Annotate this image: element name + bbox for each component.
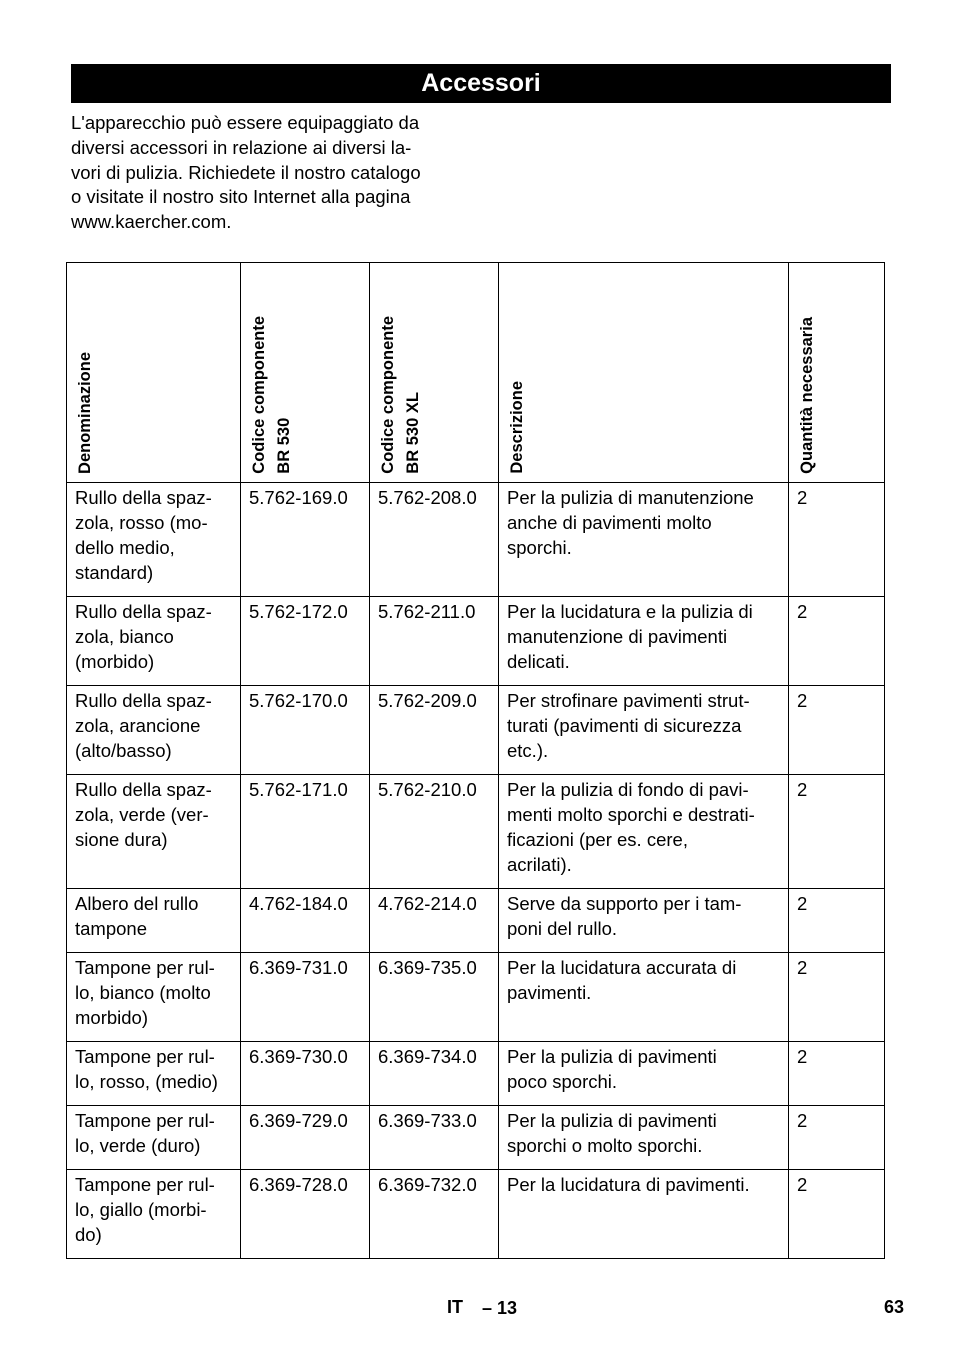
table-row (67, 686, 885, 775)
cell-line: turati (pavimenti di sicurezza (507, 715, 742, 736)
cell-value: 6.369-732.0 (378, 1174, 477, 1195)
cell-value: 5.762-170.0 (249, 690, 348, 711)
cell-line: Rullo della spaz- (75, 690, 212, 711)
cell-line: Per la lucidatura di pavimenti. (507, 1174, 750, 1195)
intro-line: vori di pulizia. Richiedete il nostro catalogo (71, 161, 421, 183)
cell-code-br530xl (370, 686, 499, 775)
cell-line: Rullo della spaz- (75, 601, 212, 622)
cell-line: Per la lucidatura accurata di (507, 957, 737, 978)
cell-line: sporchi o molto sporchi. (507, 1135, 703, 1156)
cell-code-br530xl (370, 953, 499, 1042)
cell-value: 2 (797, 779, 808, 800)
cell-line: Per la pulizia di pavimenti (507, 1110, 717, 1131)
header-line: Quantità necessaria (798, 317, 816, 474)
cell-description (499, 1042, 789, 1106)
cell-name (67, 953, 241, 1042)
cell-line: delicati. (507, 651, 570, 672)
cell-code-br530 (241, 1170, 370, 1259)
cell-line: Tampone per rul- (75, 957, 215, 978)
cell-value: 5.762-209.0 (378, 690, 477, 711)
footer-section-page: – 13 (482, 1298, 518, 1318)
cell-value: 2 (797, 1174, 808, 1195)
cell-value: 2 (797, 1046, 808, 1067)
cell-line: standard) (75, 562, 154, 583)
header-quantita (789, 263, 885, 483)
cell-value: 5.762-211.0 (378, 601, 476, 622)
cell-name (67, 483, 241, 597)
cell-code-br530 (241, 775, 370, 889)
header-label (376, 316, 426, 474)
cell-line: sporchi. (507, 537, 572, 558)
cell-code-br530xl (370, 483, 499, 597)
cell-line: zola, verde (ver- (75, 804, 209, 825)
cell-quantity (789, 1042, 885, 1106)
cell-code-br530 (241, 953, 370, 1042)
cell-value: 2 (797, 601, 808, 622)
header-codice-br530xl (370, 263, 499, 483)
cell-line: zola, rosso (mo- (75, 512, 208, 533)
header-line: Codice componente (379, 316, 397, 474)
cell-line: manutenzione di pavimenti (507, 626, 728, 647)
cell-value: 5.762-210.0 (378, 779, 477, 800)
cell-line: Rullo della spaz- (75, 487, 212, 508)
cell-value: 4.762-184.0 (249, 893, 348, 914)
cell-value: 6.369-730.0 (249, 1046, 348, 1067)
cell-code-br530xl (370, 775, 499, 889)
accessories-table (66, 262, 885, 1259)
header-line: BR 530 (275, 418, 293, 474)
cell-quantity (789, 775, 885, 889)
cell-quantity (789, 483, 885, 597)
cell-line: zola, bianco (75, 626, 174, 647)
cell-quantity (789, 889, 885, 953)
table-row (67, 597, 885, 686)
intro-line: diversi accessori in relazione ai diversi la- (71, 136, 412, 158)
cell-line: lo, verde (duro) (75, 1135, 201, 1156)
cell-value: 6.369-731.0 (249, 957, 348, 978)
cell-value: 5.762-172.0 (249, 601, 348, 622)
table-row (67, 775, 885, 889)
cell-description (499, 775, 789, 889)
cell-code-br530 (241, 483, 370, 597)
cell-code-br530xl (370, 1106, 499, 1170)
cell-line: sione dura) (75, 829, 168, 850)
cell-line: ficazioni (per es. cere, (507, 829, 688, 850)
cell-description (499, 889, 789, 953)
cell-code-br530 (241, 889, 370, 953)
header-label (505, 381, 530, 474)
table-row (67, 953, 885, 1042)
table-row (67, 1042, 885, 1106)
table-body (67, 483, 885, 1259)
table-row (67, 1106, 885, 1170)
intro-line: o visitate il nostro sito Internet alla pagina (71, 186, 411, 208)
cell-description (499, 953, 789, 1042)
cell-name (67, 1170, 241, 1259)
cell-description (499, 1106, 789, 1170)
cell-description (499, 686, 789, 775)
cell-quantity (789, 686, 885, 775)
cell-value: 4.762-214.0 (378, 893, 477, 914)
cell-name (67, 597, 241, 686)
cell-code-br530 (241, 1106, 370, 1170)
cell-value: 6.369-734.0 (378, 1046, 477, 1067)
cell-line: lo, bianco (molto (75, 982, 211, 1003)
cell-code-br530xl (370, 1042, 499, 1106)
cell-code-br530xl (370, 1170, 499, 1259)
header-line: Denominazione (76, 352, 94, 474)
cell-value: 2 (797, 1110, 808, 1131)
cell-code-br530xl (370, 597, 499, 686)
cell-line: menti molto sporchi e destrati- (507, 804, 755, 825)
cell-name (67, 1042, 241, 1106)
header-descrizione (499, 263, 789, 483)
cell-line: tampone (75, 918, 147, 939)
cell-name (67, 775, 241, 889)
cell-line: Tampone per rul- (75, 1046, 215, 1067)
cell-code-br530xl (370, 889, 499, 953)
cell-line: Serve da supporto per i tam- (507, 893, 742, 914)
header-label (247, 316, 297, 474)
cell-value: 6.369-735.0 (378, 957, 477, 978)
cell-line: lo, rosso, (medio) (75, 1071, 218, 1092)
table-row (67, 889, 885, 953)
cell-description (499, 597, 789, 686)
cell-code-br530 (241, 686, 370, 775)
cell-line: dello medio, (75, 537, 175, 558)
cell-value: 6.369-729.0 (249, 1110, 348, 1131)
cell-name (67, 889, 241, 953)
cell-quantity (789, 953, 885, 1042)
cell-quantity (789, 597, 885, 686)
header-line: Codice componente (250, 316, 268, 474)
cell-description (499, 1170, 789, 1259)
cell-line: (alto/basso) (75, 740, 172, 761)
cell-line: pavimenti. (507, 982, 592, 1003)
cell-line: anche di pavimenti molto (507, 512, 712, 533)
cell-value: 6.369-728.0 (249, 1174, 348, 1195)
cell-code-br530 (241, 1042, 370, 1106)
cell-quantity (789, 1170, 885, 1259)
cell-value: 2 (797, 893, 808, 914)
cell-value: 5.762-208.0 (378, 487, 477, 508)
cell-line: Per la lucidatura e la pulizia di (507, 601, 753, 622)
intro-paragraph (71, 111, 471, 235)
cell-value: 2 (797, 690, 808, 711)
footer-language: IT (447, 1297, 463, 1317)
cell-code-br530 (241, 597, 370, 686)
header-codice-br530 (241, 263, 370, 483)
cell-line: lo, giallo (morbi- (75, 1199, 207, 1220)
cell-value: 5.762-169.0 (249, 487, 348, 508)
cell-line: Tampone per rul- (75, 1174, 215, 1195)
cell-line: Rullo della spaz- (75, 779, 212, 800)
cell-name (67, 1106, 241, 1170)
cell-line: zola, arancione (75, 715, 201, 736)
cell-value: 2 (797, 487, 808, 508)
cell-line: Per la pulizia di fondo di pavi- (507, 779, 749, 800)
cell-value: 5.762-171.0 (249, 779, 348, 800)
cell-line: poni del rullo. (507, 918, 618, 939)
cell-line: poco sporchi. (507, 1071, 618, 1092)
header-denominazione (67, 263, 241, 483)
header-line: Descrizione (508, 381, 526, 474)
cell-name (67, 686, 241, 775)
table-row (67, 1170, 885, 1259)
cell-value: 2 (797, 957, 808, 978)
cell-line: do) (75, 1224, 102, 1245)
header-line: BR 530 XL (404, 392, 422, 474)
header-label (73, 352, 98, 474)
cell-line: Albero del rullo (75, 893, 199, 914)
cell-line: Per strofinare pavimenti strut- (507, 690, 750, 711)
cell-description (499, 483, 789, 597)
table-row (67, 483, 885, 597)
cell-line: Per la pulizia di pavimenti (507, 1046, 717, 1067)
section-title: Accessori (71, 64, 891, 103)
cell-line: Per la pulizia di manutenzione (507, 487, 754, 508)
cell-value: 6.369-733.0 (378, 1110, 477, 1131)
cell-line: acrilati). (507, 854, 572, 875)
intro-line: L'apparecchio può essere equipaggiato da (71, 112, 420, 133)
cell-line: morbido) (75, 1007, 148, 1028)
footer-page-number: 63 (884, 1297, 905, 1317)
table-header-row (67, 263, 885, 483)
cell-line: (morbido) (75, 651, 155, 672)
intro-line: www.kaercher.com. (71, 211, 232, 233)
header-label (795, 317, 820, 474)
cell-line: etc.). (507, 740, 549, 761)
cell-quantity (789, 1106, 885, 1170)
cell-line: Tampone per rul- (75, 1110, 215, 1131)
